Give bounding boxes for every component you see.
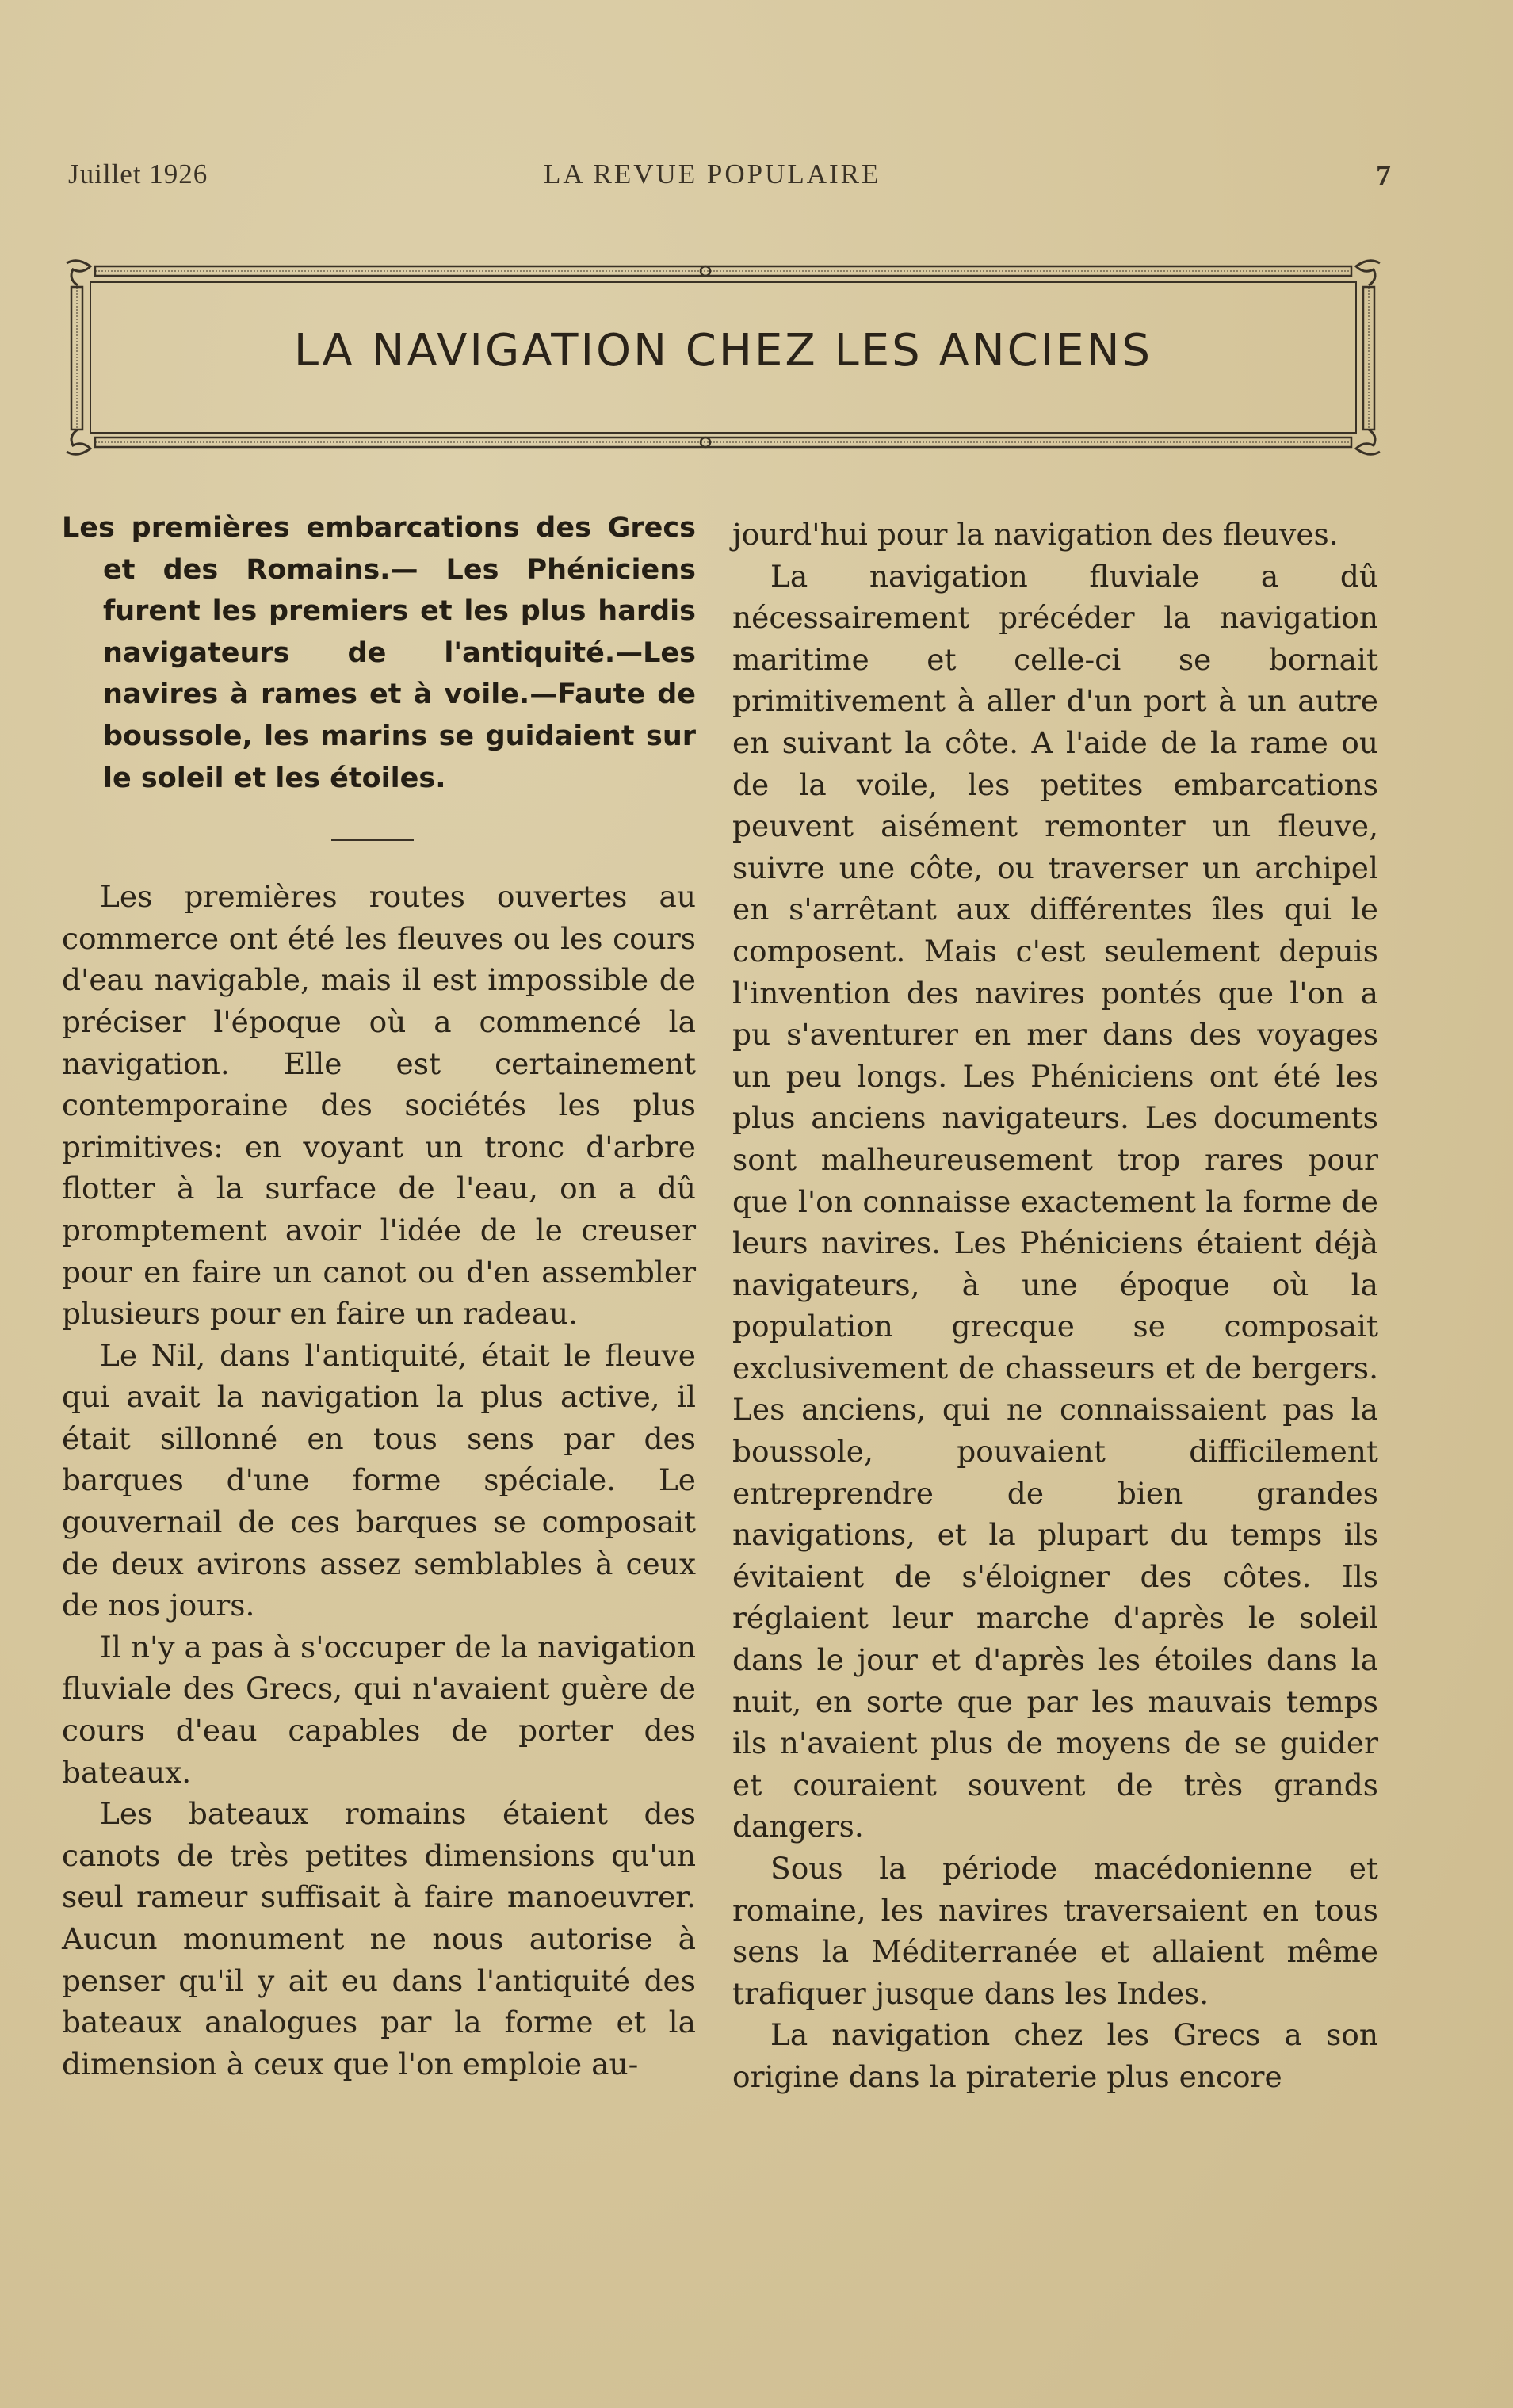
article-title: LA NAVIGATION CHEZ LES ANCIENS [293, 325, 1153, 376]
paragraph: Le Nil, dans l'antiquité, était le fleuve qui avait la navigation la plus active, il était sillonné en tous sens par des barques d'une forme spéciale. Le gouvernail de ces barques se composait de deux avirons assez semblables à ceux de nos jours. [62, 1337, 696, 1623]
article-summary: Les premières embarcations des Grecs et des Romains.— Les Phéniciens furent les premiers et les plus hardis navigateurs de l'antiquité.—Les navires à rames et à voile.—Faute de boussole, les marins se guidaient sur le soleil et les étoiles. [62, 512, 696, 794]
title-frame [63, 255, 1383, 460]
paragraph: Sous la période macédonienne et romaine, les navires traversaient en tous sens la Méditerranée et allaient même trafiquer jusque dans les Indes. [732, 1851, 1378, 2011]
paragraph: Les premières routes ouvertes au commerce ont été les fleuves ou les cours d'eau navigable, mais il est impossible de préciser l'époque où a commencé la navigation. Elle est certainement contemporaine des sociétés les plus primitives: en voyant un tronc d'arbre flotter à la surface de l'eau, on a dû promptement avoir l'idée de le creuser pour en faire un canot ou d'en assembler plusieurs pour en faire un radeau. [62, 879, 696, 1332]
page-number: 7 [1376, 159, 1392, 193]
paragraph: Il n'y a pas à s'occuper de la navigation fluviale des Grecs, qui n'avaient guère de cours d'eau capables de porter des bateaux. [62, 1629, 696, 1790]
left-column [62, 507, 696, 2085]
right-column [732, 514, 1378, 2098]
publication-name: LA REVUE POPULAIRE [544, 159, 881, 189]
paragraph: Les bateaux romains étaient des canots de très petites dimensions qu'un seul rameur suffisait à faire manoeuvrer. Aucun monument ne nous autorise à penser qu'il y ait eu dans l'antiquité des bateaux analogues par la forme et la dimension à ceux que l'on emploie au- [62, 1796, 696, 2081]
paragraph: La navigation chez les Grecs a son origine dans la piraterie plus encore [732, 2017, 1378, 2094]
section-divider [331, 839, 414, 841]
running-head [68, 159, 1392, 198]
paragraph-continuation: jourd'hui pour la navigation des fleuves. [732, 517, 1339, 552]
paragraph: La navigation fluviale a dû nécessairement précéder la navigation maritime et celle-ci se bornait primitivement à aller d'un port à un autre en suivant la côte. A l'aide de la rame ou de la voile, les petites embarcations peuvent aisément remonter un fleuve, suivre une côte, ou traverser un archipel en s'arrêtant aux différentes îles qui le composent. Mais c'est seulement depuis l'invention des navires pontés que l'on a pu s'aventurer en mer dans des voyages un peu longs. Les Phéniciens ont été les plus anciens navigateurs. Les documents sont malheureusement trop rares pour que l'on connaisse exactement la forme de leurs navires. Les Phéniciens étaient déjà navigateurs, à une époque où la population grecque se composait exclusivement de chasseurs et de bergers. Les anciens, qui ne connaissaient pas la boussole, pouvaient difficilement entreprendre de bien grandes navigations, et la plupart du temps ils évitaient de s'éloigner des côtes. Ils réglaient leur marche d'après le soleil dans le jour et d'après les étoiles dans la nuit, en sorte que par les mauvais temps ils n'avaient plus de moyens de se guider et couraient souvent de très grands dangers. [732, 558, 1378, 1844]
issue-date: Juillet 1926 [68, 159, 208, 189]
